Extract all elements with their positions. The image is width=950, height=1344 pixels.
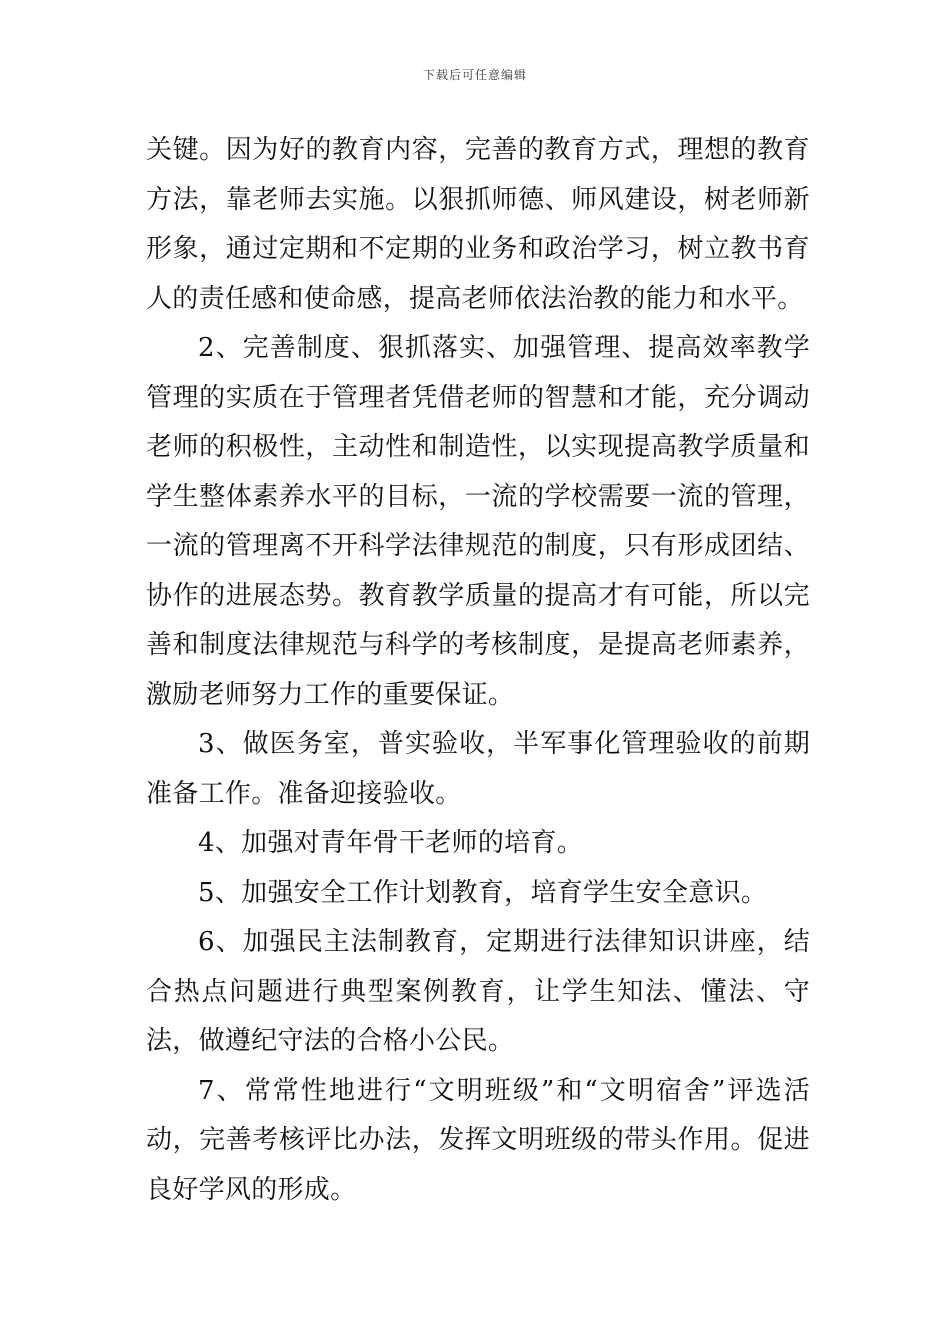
page-header: 下载后可任意编辑 bbox=[422, 68, 527, 82]
paragraph-item-3: 3、做医务室，普实验收，半军事化管理验收的前期准备工作。准备迎接验收。 bbox=[146, 729, 810, 809]
paragraph-item-5: 5、加强安全工作计划教育，培育学生安全意识。 bbox=[198, 877, 768, 908]
paragraph-item-4: 4、加强对青年骨干老师的培育。 bbox=[198, 828, 584, 858]
paragraph-continuation: 关键。因为好的教育内容，完善的教育方式，理想的教育方法，靠老师去实施。以狠抓师德、师风建设，树老师新形象，通过定期和不定期的业务和政治学习，树立教书育人的责任感和使命感，提高老师依法治教的能力和水平。 bbox=[146, 135, 810, 314]
paragraph-item-2: 2、完善制度、狠抓落实、加强管理、提高效率教学管理的实质在于管理者凭借老师的智慧和才能，充分调动老师的积极性，主动性和制造性，以实现提高教学质量和学生整体素养水平的目标，一流的学校需要一流的管理，一流的管理离不开科学法律规范的制度，只有形成团结、协作的进展态势。教育教学质量的提高才有可能，所以完善和制度法律规范与科学的考核制度，是提高老师素养，激励老师努力工作的重要保证。 bbox=[146, 333, 810, 710]
paragraph-item-6: 6、加强民主法制教育，定期进行法律知识讲座，结合热点问题进行典型案例教育，让学生知法、懂法、守法，做遵纪守法的合格小公民。 bbox=[146, 927, 810, 1056]
paragraph-item-7: 7、常常性地进行“文明班级”和“文明宿舍”评选活动，完善考核评比办法，发挥文明班级的带头作用。促进良好学风的形成。 bbox=[146, 1075, 810, 1205]
document-body bbox=[146, 126, 810, 1215]
